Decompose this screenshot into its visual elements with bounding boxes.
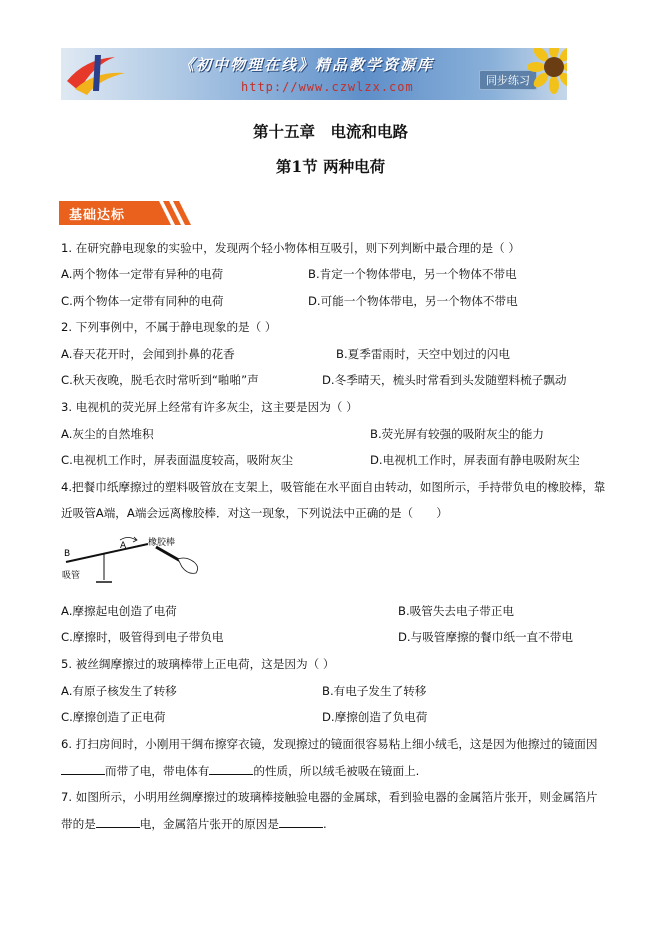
q4-stem-line2: 近吸管A端，A端会远离橡胶棒．对这一现象，下列说法中正确的是（ ） [61, 506, 448, 520]
q6-blank-1[interactable] [61, 762, 105, 775]
q4-option-c: C.摩擦时，吸管得到电子带负电 [61, 630, 224, 644]
q1-option-c: C.两个物体一定带有同种的电荷 [61, 294, 224, 308]
q3-option-b: B.荧光屏有较强的吸附灰尘的能力 [370, 427, 544, 441]
q5-option-d: D.摩擦创造了负电荷 [322, 710, 428, 724]
q5-stem: 5. 被丝绸摩擦过的玻璃棒带上正电荷，这是因为（ ） [61, 657, 335, 671]
q6-line2 [61, 762, 419, 779]
q2-option-c: C.秋天夜晚，脱毛衣时常听到“啪啪”声 [61, 373, 259, 387]
q5-option-a: A.有原子核发生了转移 [61, 684, 177, 698]
q1-stem: 1. 在研究静电现象的实验中，发现两个轻小物体相互吸引，则下列判断中最合理的是（ ） [61, 241, 520, 255]
q1-option-a: A.两个物体一定带有异种的电荷 [61, 267, 224, 281]
q5-option-c: C.摩擦创造了正电荷 [61, 710, 166, 724]
header-banner [61, 48, 567, 100]
banner-title: 《初中物理在线》精品教学资源库 [179, 56, 435, 74]
q7-blank-2[interactable] [279, 815, 323, 828]
q7-blank-1[interactable] [96, 815, 140, 828]
publisher-logo-icon [65, 51, 131, 97]
rotation-arrow [120, 538, 136, 541]
sunflower-icon [527, 48, 567, 94]
q3-stem: 3. 电视机的荧光屏上经常有许多灰尘，这主要是因为（ ） [61, 400, 358, 414]
q7-text-2: 电，金属箔片张开的原因是 [139, 817, 279, 831]
q3-option-c: C.电视机工作时，屏表面温度较高，吸附灰尘 [61, 453, 294, 467]
q6-text-1: 而带了电，带电体有 [105, 764, 210, 778]
q3-option-d: D.电视机工作时，屏表面有静电吸附灰尘 [370, 453, 580, 467]
hand-shape [178, 558, 198, 573]
q4-option-d: D.与吸管摩擦的餐巾纸一直不带电 [398, 630, 573, 644]
fig-label-rod: 橡胶棒 [148, 538, 176, 548]
fig-label-straw: 吸管 [62, 571, 81, 581]
q1-option-b: B.肯定一个物体带电，另一个物体不带电 [308, 267, 517, 281]
q4-option-a: A.摩擦起电创造了电荷 [61, 604, 177, 618]
q2-option-b: B.夏季雷雨时，天空中划过的闪电 [336, 347, 510, 361]
straw-rod-figure [60, 536, 214, 588]
chapter-title: 第十五章 电流和电路 [252, 122, 408, 141]
q6-line1: 6. 打扫房间时，小刚用干绸布擦穿衣镜，发现擦过的镜面很容易粘上细小绒毛，这是因为他擦过的镜面因 [61, 737, 598, 751]
q2-option-a: A.春天花开时，会闻到扑鼻的花香 [61, 347, 235, 361]
fig-label-a: A [120, 541, 127, 551]
straw-line [66, 544, 148, 562]
q4-stem-line1: 4.把餐巾纸摩擦过的塑料吸管放在支架上，吸管能在水平面自由转动，如图所示，手持带负电的橡胶棒，靠 [61, 480, 606, 494]
q2-stem: 2. 下列事例中，不属于静电现象的是（ ） [61, 320, 277, 334]
q2-option-d: D.冬季晴天，梳头时常看到头发随塑料梳子飘动 [322, 373, 567, 387]
fig-label-b: B [64, 549, 71, 559]
q4-option-b: B.吸管失去电子带正电 [398, 604, 514, 618]
q6-blank-2[interactable] [209, 762, 253, 775]
q5-option-b: B.有电子发生了转移 [322, 684, 427, 698]
q7-text-1: 带的是 [61, 817, 96, 831]
q6-text-2: 的性质，所以绒毛被吸在镜面上. [253, 764, 420, 778]
section-title: 第1节 两种电荷 [275, 157, 386, 176]
banner-tag: 同步练习 [479, 70, 537, 90]
q3-option-a: A.灰尘的自然堆积 [61, 427, 154, 441]
badge-label: 基础达标 [69, 208, 126, 223]
section-badge [59, 201, 191, 225]
q7-line1: 7. 如图所示，小明用丝绸摩擦过的玻璃棒接触验电器的金属球，看到验电器的金属箔片张开，则金属箔片 [61, 790, 598, 804]
q7-line2 [61, 815, 327, 832]
q7-text-3: . [322, 817, 327, 831]
banner-url: http://www.czwlzx.com [241, 80, 414, 94]
q1-option-d: D.可能一个物体带电，另一个物体不带电 [308, 294, 518, 308]
